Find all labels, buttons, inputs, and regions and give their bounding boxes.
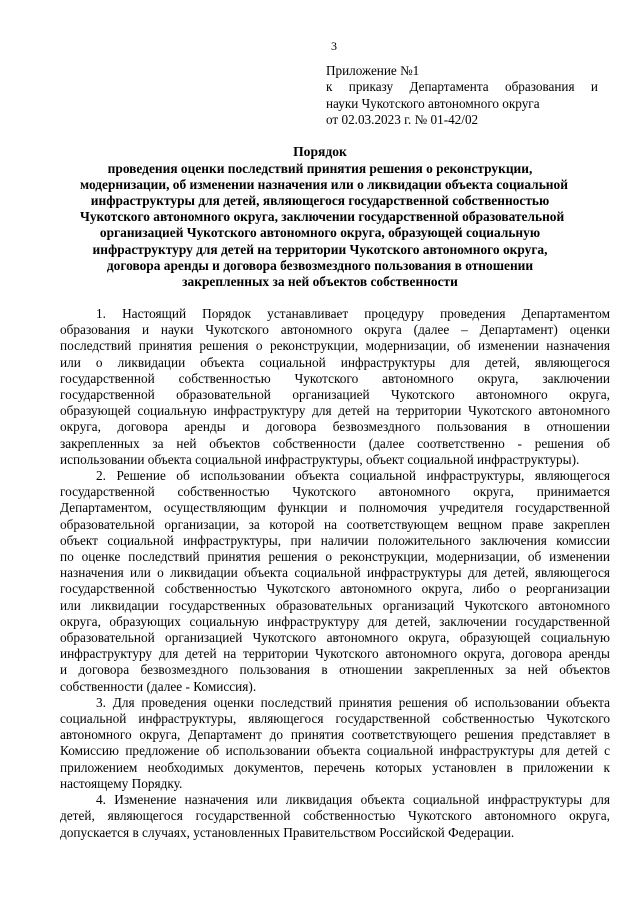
paragraph-line: государственной образовательной организацией Чукотского автономного округа, [60,387,610,403]
paragraph-line: социальной инфраструктуры, являющегося государственной собственностью Чукотского [60,711,610,727]
title-line: инфраструктуры для детей, являющегося государственной собственностью [90,193,550,209]
title-line: инфраструктуру для детей на территории Чукотского автономного округа, [92,241,548,257]
appendix-title: Приложение №1 [326,63,420,78]
paragraph-line: приложением необходимых документов, перечень которых установлен в приложении к [60,759,610,775]
paragraph-line: по оценке последствий принятия решения о реконструкции, модернизации, об изменении [60,549,610,565]
paragraph-line: образующей социальную инфраструктуру для детей на территории Чукотского автономного [60,403,610,419]
paragraph-line: Комиссию предложение об использовании объекта социальной инфраструктуры для детей с [60,743,610,759]
paragraph-line: объект социальной инфраструктуры, при наличии положительного заключения комиссии [60,532,610,548]
appendix-line-2: науки Чукотского автономного округа [326,95,540,111]
title-line: закрепленных за ней объектов собственности [182,273,458,289]
appendix-header [326,63,598,128]
page-number: 3 [331,39,337,53]
title-line: Чукотского автономного округа, заключении государственной образовательной [80,209,565,225]
document-body [60,306,610,841]
paragraph-4 [60,792,610,841]
paragraph-line: детей, являющегося государственной собственностью Чукотского автономного округа, [60,808,610,824]
paragraph-1 [60,306,610,468]
paragraph-line: 1. Настоящий Порядок устанавливает процедуру проведения Департаментом [96,306,610,321]
appendix-line-1: к приказу Департамента образования и [326,79,598,95]
paragraph-line: 2. Решение об использовании объекта социальной инфраструктуры, являющегося [96,468,610,484]
title-line: модернизации, об изменении назначения или о ликвидации объекта социальной [80,177,568,193]
paragraph-3 [60,695,610,792]
paragraph-line: округа, договора аренды и договора безвозмездного пользования в отношении [60,419,610,435]
paragraph-line: инфраструктуру для детей на территории Чукотского автономного округа, договора аренды [60,646,610,662]
appendix-line-3: от 02.03.2023 г. № 01-42/02 [326,111,479,127]
paragraph-line: государственной собственностью Чукотского автономного округа, либо о реорганизации [60,581,610,597]
document-heading: Порядок [293,144,347,159]
paragraph-line: настоящему Порядку. [60,775,183,791]
paragraph-line: образовательной организации, за которой на соответствующем вещном праве закреплен [60,516,610,532]
paragraph-line: или ликвидации государственных образовательных организаций Чукотского автономного [60,597,610,613]
paragraph-line: назначения или о ликвидации объекта социальной инфраструктуры для детей, являющегося [60,565,610,581]
paragraph-line: или о ликвидации объекта социальной инфраструктуры для детей, являющегося [60,354,610,370]
paragraph-line: Департаментом, осуществляющим функции и полномочия учредителя государственной [60,500,610,516]
paragraph-2 [60,468,610,695]
paragraph-line: автономного округа, Департамент до принятия соответствующего решения представляет в [60,727,610,743]
paragraph-line: собственности (далее - Комиссия). [60,678,257,694]
paragraph-line: государственной собственностью Чукотского автономного округа, заключении [60,370,610,386]
title-line: проведения оценки последствий принятия решения о реконструкции, [107,161,533,177]
paragraph-line: и договора безвозмездного пользования в отношении закрепленных за ней объектов [60,662,610,678]
paragraph-line: образования и науки Чукотского автономного округа (далее – Департамент) оценки [60,322,610,338]
title-line: организацией Чукотского автономного округа, образующей социальную [99,225,541,241]
paragraph-line: 3. Для проведения оценки последствий принятия решения об использовании объекта [96,694,610,710]
paragraph-line: использовании объекта социальной инфраструктуры, объект социальной инфраструктуры). [60,451,580,467]
paragraph-line: допускается в случаях, установленных Правительством Российской Федерации. [60,824,515,840]
paragraph-line: 4. Изменение назначения или ликвидация объекта социальной инфраструктуры для [96,792,610,808]
paragraph-line: последствий принятия решения о реконструкции, модернизации, об изменении назначения [60,338,610,354]
paragraph-line: округа, образующих социальную инфраструктуру для детей, заключении государственной [60,613,610,629]
paragraph-line: государственной собственностью Чукотского автономного округа, принимается [60,484,610,500]
document-title [80,144,568,290]
paragraph-line: образовательной организацией Чукотского автономного округа, образующей социальную [60,630,610,646]
title-line: договора аренды и договора безвозмездного пользования в отношении [106,257,534,273]
paragraph-line: закрепленных за ней объектов собственности (далее соответственно - решения об [60,435,610,451]
